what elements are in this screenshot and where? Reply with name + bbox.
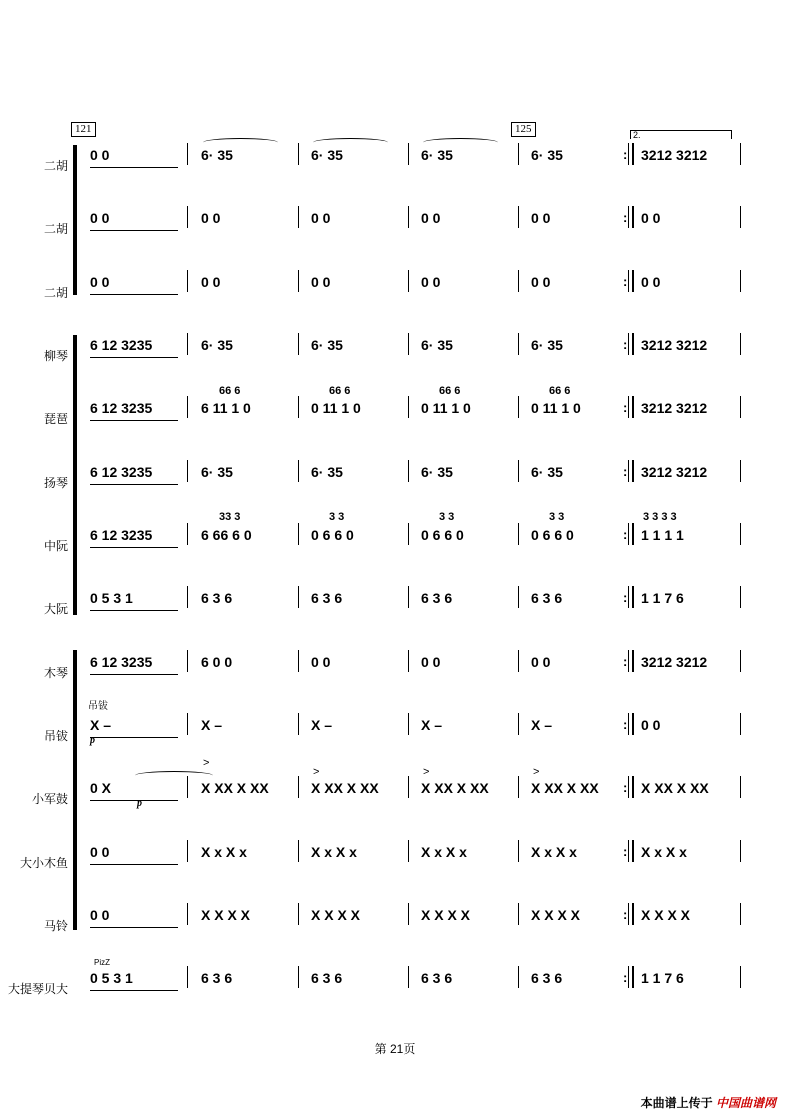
- measure-cell: 0 0: [90, 210, 110, 226]
- instrument-label: 二胡: [43, 159, 68, 173]
- upper-notes: 66 6: [329, 385, 351, 397]
- underline-beam: [90, 484, 178, 485]
- underline-beam: [90, 294, 178, 295]
- repeat-barline: [632, 713, 634, 735]
- instrument-label: 扬琴: [43, 476, 68, 490]
- upper-notes: 66 6: [219, 385, 241, 397]
- accent-mark: >: [533, 766, 540, 778]
- barline: [518, 840, 519, 862]
- barline: [740, 270, 741, 292]
- barline: [628, 460, 629, 482]
- repeat-sign: :: [623, 717, 628, 732]
- repeat-sign: :: [623, 970, 628, 985]
- barline: [408, 966, 409, 988]
- repeat-barline: [632, 966, 634, 988]
- barline: [408, 523, 409, 545]
- barline: [187, 143, 188, 165]
- measure-cell: 0 0: [421, 210, 441, 226]
- repeat-barline: [632, 333, 634, 355]
- measure-cell: 3212 3212: [641, 337, 708, 353]
- repeat-barline: [632, 143, 634, 165]
- repeat-sign: :: [623, 400, 628, 415]
- upper-notes: 3 3: [549, 511, 565, 523]
- measure-cell: 0 0: [531, 210, 551, 226]
- barline: [518, 586, 519, 608]
- barline: [187, 333, 188, 355]
- barline: [518, 966, 519, 988]
- barline: [187, 270, 188, 292]
- repeat-sign: :: [623, 464, 628, 479]
- measure-cell: X XX X XX: [201, 780, 269, 796]
- barline: [518, 143, 519, 165]
- measure-cell: 6· 35: [421, 337, 453, 353]
- measure-cell: X x X x: [201, 844, 247, 860]
- underline-beam: [90, 420, 178, 421]
- upper-notes: 3 3: [439, 511, 455, 523]
- barline: [740, 206, 741, 228]
- measure-cell: 0 0: [531, 654, 551, 670]
- measure-cell: 0 5 3 1: [90, 590, 133, 606]
- credit-text: 本曲谱上传于: [640, 1096, 713, 1110]
- instrument-label: 二胡: [43, 286, 68, 300]
- barline: [740, 650, 741, 672]
- barline: [298, 650, 299, 672]
- repeat-sign: :: [623, 907, 628, 922]
- barline: [298, 903, 299, 925]
- barline: [740, 333, 741, 355]
- barline: [628, 143, 629, 165]
- upper-notes: 33 3: [219, 511, 241, 523]
- barline: [408, 776, 409, 798]
- barline: [408, 396, 409, 418]
- barline: [628, 270, 629, 292]
- measure-cell: 1 1 7 6: [641, 590, 684, 606]
- repeat-barline: [632, 206, 634, 228]
- measure-cell: 6 12 3235: [90, 527, 153, 543]
- barline: [740, 713, 741, 735]
- barline: [740, 586, 741, 608]
- measure-cell: X x X x: [311, 844, 357, 860]
- barline: [628, 776, 629, 798]
- barline: [518, 333, 519, 355]
- measure-cell: 6 12 3235: [90, 337, 153, 353]
- underline-beam: [90, 800, 178, 801]
- barline: [408, 650, 409, 672]
- barline: [187, 523, 188, 545]
- instrument-label: 大阮: [43, 602, 68, 616]
- measure-cell: 6 3 6: [531, 970, 563, 986]
- measure-cell: 0 0: [311, 274, 331, 290]
- barline: [628, 206, 629, 228]
- measure-cell: 6 11 1 0: [201, 400, 251, 416]
- measure-cell: X XX X XX: [311, 780, 379, 796]
- credit-footer: [641, 1094, 776, 1111]
- measure-cell: 3212 3212: [641, 654, 708, 670]
- barline: [628, 840, 629, 862]
- barline: [628, 966, 629, 988]
- barline: [628, 713, 629, 735]
- measure-cell: 3212 3212: [641, 464, 708, 480]
- measure-cell: X x X x: [641, 844, 687, 860]
- measure-cell: 0 0: [90, 844, 110, 860]
- repeat-barline: [632, 586, 634, 608]
- measure-cell: 6· 35: [311, 464, 343, 480]
- measure-cell: 6· 35: [201, 464, 233, 480]
- barline: [628, 903, 629, 925]
- measure-cell: 0 0: [531, 274, 551, 290]
- repeat-barline: [632, 523, 634, 545]
- barline: [298, 333, 299, 355]
- barline: [628, 333, 629, 355]
- measure-cell: 0 11 1 0: [531, 400, 581, 416]
- brace-percussion: [73, 650, 77, 930]
- measure-cell: 0 0: [311, 654, 331, 670]
- barline: [518, 206, 519, 228]
- measure-cell: 0 X: [90, 780, 112, 796]
- measure-cell: 0 0: [311, 210, 331, 226]
- measure-cell: 6· 35: [311, 147, 343, 163]
- barline: [187, 460, 188, 482]
- barline: [187, 840, 188, 862]
- repeat-barline: [632, 270, 634, 292]
- measure-cell: 0 6 6 0: [421, 527, 464, 543]
- barline: [298, 206, 299, 228]
- barline: [298, 586, 299, 608]
- measure-cell: 0 0: [421, 274, 441, 290]
- instrument-label: 二胡: [43, 222, 68, 236]
- underline-beam: [90, 927, 178, 928]
- barline: [740, 396, 741, 418]
- measure-cell: 3212 3212: [641, 400, 708, 416]
- tie-slur: [423, 138, 498, 147]
- cymbal-text: 吊钹: [88, 701, 108, 712]
- barline: [187, 206, 188, 228]
- measure-cell: 6 0 0: [201, 654, 233, 670]
- barline: [298, 396, 299, 418]
- barline: [740, 460, 741, 482]
- repeat-sign: :: [623, 780, 628, 795]
- instrument-label: 柳琴: [43, 349, 68, 363]
- barline: [298, 143, 299, 165]
- measure-cell: X –: [531, 717, 553, 733]
- measure-cell: 6· 35: [531, 147, 563, 163]
- measure-cell: 0 6 6 0: [311, 527, 354, 543]
- barline: [740, 776, 741, 798]
- repeat-sign: :: [623, 147, 628, 162]
- underline-beam: [90, 990, 178, 991]
- barline: [740, 903, 741, 925]
- barline: [740, 143, 741, 165]
- barline: [408, 270, 409, 292]
- barline: [408, 206, 409, 228]
- measure-cell: X –: [311, 717, 333, 733]
- measure-cell: 0 11 1 0: [311, 400, 361, 416]
- barline: [518, 460, 519, 482]
- measure-cell: 6 12 3235: [90, 654, 153, 670]
- barline: [298, 840, 299, 862]
- barline: [518, 650, 519, 672]
- measure-cell: 0 0: [90, 274, 110, 290]
- measure-cell: 0 0: [641, 717, 661, 733]
- measure-cell: X x X x: [421, 844, 467, 860]
- dynamic-p-snare: p: [137, 798, 142, 809]
- barline: [187, 650, 188, 672]
- measure-cell: 0 0: [90, 147, 110, 163]
- instrument-label: 小军鼓: [31, 792, 68, 806]
- repeat-sign: :: [623, 590, 628, 605]
- accent-mark: >: [313, 766, 320, 778]
- measure-cell: 6 3 6: [311, 590, 343, 606]
- barline: [187, 903, 188, 925]
- barline: [518, 776, 519, 798]
- repeat-barline: [632, 396, 634, 418]
- underline-beam: [90, 230, 178, 231]
- tie-slur: [135, 771, 213, 780]
- measure-cell: 6 12 3235: [90, 400, 153, 416]
- barline: [298, 966, 299, 988]
- site-logo: 中国曲谱网: [715, 1096, 776, 1110]
- barline: [518, 523, 519, 545]
- measure-cell: 0 6 6 0: [531, 527, 574, 543]
- barline: [298, 776, 299, 798]
- measure-cell: 3212 3212: [641, 147, 708, 163]
- measure-cell: X x X x: [531, 844, 577, 860]
- instrument-label: 大小木鱼: [19, 856, 68, 870]
- brace-erhu: [73, 145, 77, 295]
- barline: [628, 650, 629, 672]
- repeat-barline: [632, 776, 634, 798]
- measure-cell: 6 3 6: [421, 590, 453, 606]
- barline: [408, 586, 409, 608]
- underline-beam: [90, 864, 178, 865]
- measure-cell: 1 1 1 1: [641, 527, 684, 543]
- dynamic-p-cymbal: p: [90, 735, 95, 746]
- page-number: 第 21页: [374, 1042, 416, 1056]
- underline-beam: [90, 547, 178, 548]
- instrument-label: 吊钹: [43, 729, 68, 743]
- repeat-barline: [632, 650, 634, 672]
- measure-cell: 6 3 6: [311, 970, 343, 986]
- barline: [187, 966, 188, 988]
- barline: [518, 396, 519, 418]
- measure-number-125: 125: [511, 122, 536, 137]
- instrument-label: 大提琴贝大: [7, 982, 68, 996]
- measure-cell: X –: [201, 717, 223, 733]
- barline: [298, 270, 299, 292]
- underline-beam: [90, 737, 178, 738]
- underline-beam: [90, 610, 178, 611]
- measure-cell: 6 3 6: [421, 970, 453, 986]
- measure-cell: 6· 35: [531, 464, 563, 480]
- measure-cell: 6 3 6: [201, 970, 233, 986]
- barline: [187, 586, 188, 608]
- volta-bracket: [630, 130, 732, 139]
- measure-cell: 6 3 6: [531, 590, 563, 606]
- measure-cell: 6 3 6: [201, 590, 233, 606]
- measure-cell: X X X X: [201, 907, 251, 923]
- repeat-sign: :: [623, 527, 628, 542]
- measure-cell: 6· 35: [421, 147, 453, 163]
- measure-cell: X X X X: [311, 907, 361, 923]
- accent-mark: >: [203, 757, 210, 769]
- upper-notes: 3 3: [329, 511, 345, 523]
- measure-cell: X XX X XX: [421, 780, 489, 796]
- measure-cell: X –: [421, 717, 443, 733]
- barline: [628, 586, 629, 608]
- barline: [408, 840, 409, 862]
- barline: [518, 270, 519, 292]
- measure-cell: X XX X XX: [641, 780, 709, 796]
- measure-cell: 0 0: [421, 654, 441, 670]
- tie-slur: [313, 138, 388, 147]
- measure-cell: X –: [90, 717, 112, 733]
- underline-beam: [90, 167, 178, 168]
- measure-cell: 6· 35: [311, 337, 343, 353]
- barline: [408, 460, 409, 482]
- instrument-label: 琵琶: [43, 412, 68, 426]
- measure-number-121: 121: [71, 122, 96, 137]
- tie-slur: [203, 138, 278, 147]
- measure-cell: X X X X: [531, 907, 581, 923]
- measure-cell: 0 0: [201, 210, 221, 226]
- measure-cell: X X X X: [641, 907, 691, 923]
- measure-cell: 0 0: [201, 274, 221, 290]
- repeat-sign: :: [623, 654, 628, 669]
- barline: [628, 523, 629, 545]
- barline: [187, 396, 188, 418]
- measure-cell: 6· 35: [531, 337, 563, 353]
- upper-notes: 66 6: [439, 385, 461, 397]
- instrument-label: 木琴: [43, 666, 68, 680]
- barline: [628, 396, 629, 418]
- instrument-label: 马铃: [43, 919, 68, 933]
- underline-beam: [90, 674, 178, 675]
- barline: [298, 713, 299, 735]
- barline: [740, 966, 741, 988]
- barline: [408, 333, 409, 355]
- measure-cell: 0 0: [641, 274, 661, 290]
- upper-notes: 3 3 3 3: [643, 511, 677, 523]
- repeat-barline: [632, 460, 634, 482]
- measure-cell: 6· 35: [201, 147, 233, 163]
- repeat-barline: [632, 840, 634, 862]
- measure-cell: 6· 35: [201, 337, 233, 353]
- accent-mark: >: [423, 766, 430, 778]
- barline: [298, 523, 299, 545]
- barline: [187, 713, 188, 735]
- repeat-sign: :: [623, 337, 628, 352]
- barline: [740, 523, 741, 545]
- measure-cell: X XX X XX: [531, 780, 599, 796]
- volta-label: 2.: [633, 130, 641, 140]
- instrument-label: 中阮: [43, 539, 68, 553]
- brace-plucked: [73, 335, 77, 615]
- measure-cell: 0 0: [641, 210, 661, 226]
- barline: [408, 713, 409, 735]
- measure-cell: X X X X: [421, 907, 471, 923]
- barline: [740, 840, 741, 862]
- underline-beam: [90, 357, 178, 358]
- repeat-sign: :: [623, 210, 628, 225]
- repeat-barline: [632, 903, 634, 925]
- barline: [408, 143, 409, 165]
- pizz-marking: PizZ: [94, 958, 110, 967]
- measure-cell: 6 12 3235: [90, 464, 153, 480]
- upper-notes: 66 6: [549, 385, 571, 397]
- measure-cell: 1 1 7 6: [641, 970, 684, 986]
- barline: [518, 713, 519, 735]
- barline: [408, 903, 409, 925]
- repeat-sign: :: [623, 274, 628, 289]
- measure-cell: 0 0: [90, 907, 110, 923]
- measure-cell: 6 66 6 0: [201, 527, 252, 543]
- measure-cell: 0 5 3 1: [90, 970, 133, 986]
- barline: [298, 460, 299, 482]
- repeat-sign: :: [623, 844, 628, 859]
- measure-cell: 6· 35: [421, 464, 453, 480]
- barline: [518, 903, 519, 925]
- measure-cell: 0 11 1 0: [421, 400, 471, 416]
